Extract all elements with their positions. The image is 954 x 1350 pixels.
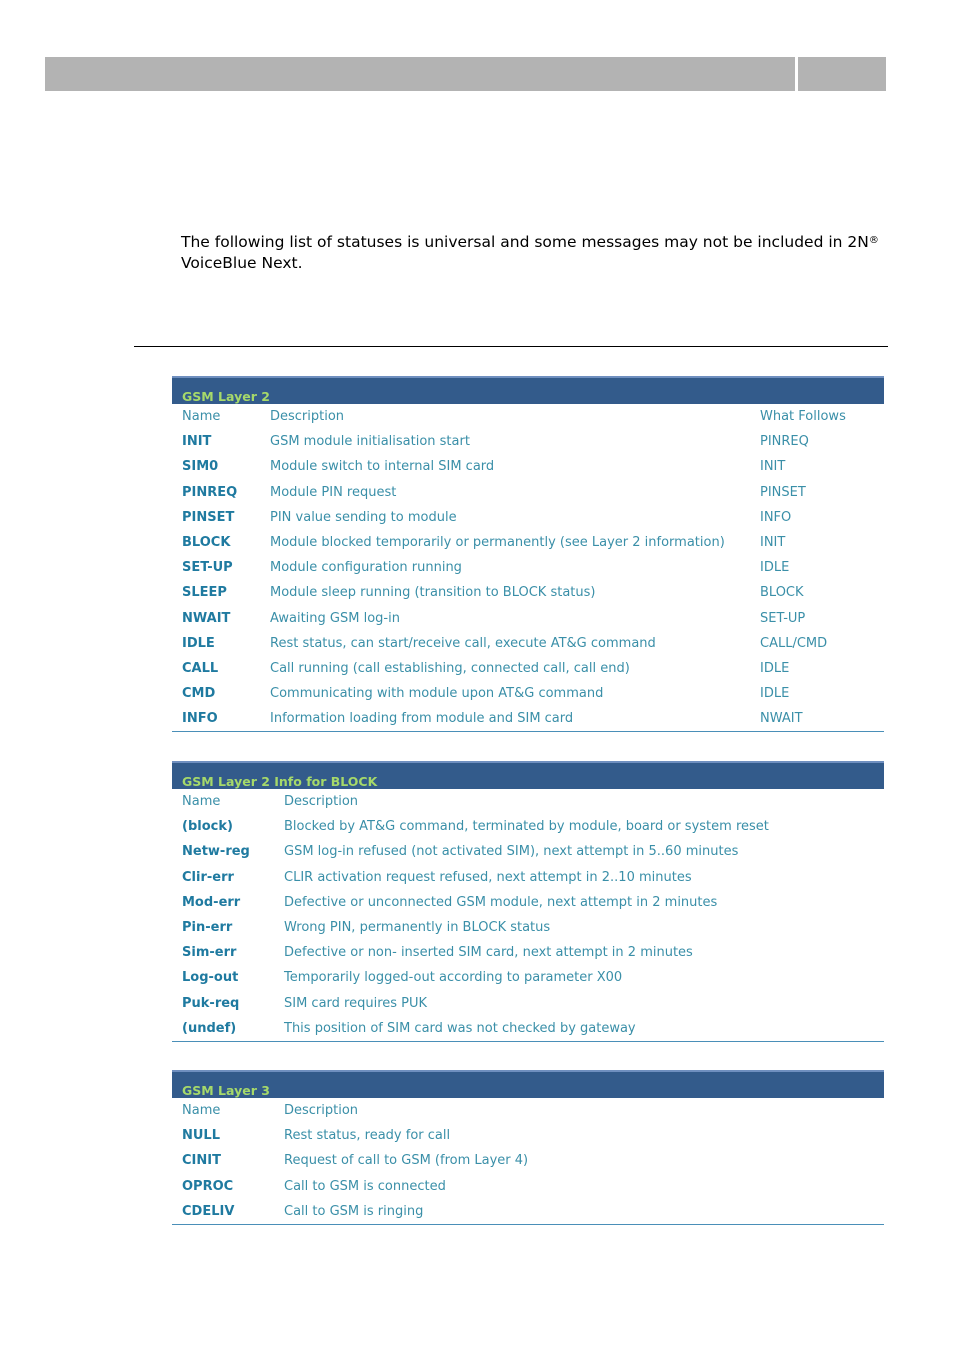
- status-description: Call to GSM is ringing: [284, 1203, 424, 1219]
- block-reason-description: This position of SIM card was not checked by gateway: [284, 1020, 636, 1036]
- status-description: Communicating with module upon AT&G command: [270, 686, 604, 702]
- status-name: PINREQ: [182, 484, 238, 500]
- table-bottom-border: [172, 1224, 884, 1225]
- status-name: SET-UP: [182, 560, 233, 576]
- table-header-row: [172, 1098, 884, 1123]
- status-description: Module sleep running (transition to BLOCK status): [270, 585, 596, 601]
- block-reason-name: Mod-err: [182, 894, 241, 910]
- table-row: [172, 631, 884, 656]
- status-next: INIT: [760, 459, 786, 475]
- table-row: [172, 656, 884, 681]
- table-row: [172, 606, 884, 631]
- status-description: Request of call to GSM (from Layer 4): [284, 1153, 529, 1169]
- block-reason-description: SIM card requires PUK: [284, 995, 428, 1011]
- table-row: [172, 681, 884, 706]
- status-name: SIM0: [182, 459, 219, 475]
- status-next: BLOCK: [760, 585, 804, 601]
- table-row: [172, 1016, 884, 1041]
- status-description: Rest status, ready for call: [284, 1128, 451, 1144]
- status-name: PINSET: [182, 509, 235, 525]
- column-header-description: Description: [284, 1103, 359, 1118]
- status-description: PIN value sending to module: [270, 509, 457, 525]
- table-gsm-layer-2: [172, 376, 884, 732]
- table-row: [172, 480, 884, 505]
- status-next: IDLE: [760, 686, 790, 702]
- table-row: [172, 706, 884, 731]
- status-next: INFO: [760, 509, 792, 525]
- table-header-row: [172, 789, 884, 814]
- block-reason-description: GSM log-in refused (not activated SIM), next attempt in 5..60 minutes: [284, 844, 739, 860]
- table-row: [172, 429, 884, 454]
- status-name: NWAIT: [182, 610, 231, 626]
- table-gsm-layer-3: [172, 1070, 884, 1225]
- table-row: [172, 1199, 884, 1224]
- table-row: [172, 1148, 884, 1173]
- page-header-bar-right: [798, 57, 886, 91]
- block-reason-description: Temporarily logged-out according to parameter X00: [284, 970, 623, 986]
- table-row: [172, 890, 884, 915]
- status-description: Module blocked temporarily or permanently (see Layer 2 information): [270, 534, 725, 550]
- block-reason-name: Puk-req: [182, 995, 240, 1011]
- table-row: [172, 1174, 884, 1199]
- status-name: CINIT: [182, 1153, 221, 1169]
- table-row: [172, 865, 884, 890]
- status-description: Awaiting GSM log-in: [270, 610, 400, 626]
- table-header-row: [172, 404, 884, 429]
- status-name: NULL: [182, 1128, 221, 1144]
- status-description: Rest status, can start/receive call, execute AT&G command: [270, 635, 656, 651]
- column-header-name: Name: [182, 794, 221, 809]
- table-row: [172, 530, 884, 555]
- block-reason-description: Defective or unconnected GSM module, next attempt in 2 minutes: [284, 894, 718, 910]
- block-reason-description: Wrong PIN, permanently in BLOCK status: [284, 919, 551, 935]
- status-name: INFO: [182, 711, 218, 727]
- intro-paragraph: The following list of statuses is universal and some messages may not be included in 2N® VoiceBlue Next.: [181, 233, 879, 272]
- status-next: SET-UP: [760, 610, 806, 626]
- table-row: [172, 1123, 884, 1148]
- block-reason-name: Sim-err: [182, 945, 237, 961]
- status-description: GSM module initialisation start: [270, 434, 470, 450]
- block-reason-name: (undef): [182, 1020, 237, 1036]
- section-divider: [134, 346, 888, 347]
- column-header-name: Name: [182, 1103, 221, 1118]
- status-next: IDLE: [760, 560, 790, 576]
- column-header-name: Name: [182, 409, 221, 424]
- table-row: [172, 814, 884, 839]
- page-header-bar: [45, 57, 795, 91]
- column-header-what-follows: What Follows: [760, 409, 846, 424]
- status-next: PINREQ: [760, 434, 809, 450]
- status-name: CALL: [182, 660, 219, 676]
- status-name: CMD: [182, 686, 216, 702]
- status-next: IDLE: [760, 660, 790, 676]
- status-name: INIT: [182, 434, 212, 450]
- status-name: IDLE: [182, 635, 215, 651]
- block-reason-description: Defective or non- inserted SIM card, next attempt in 2 minutes: [284, 945, 693, 961]
- table-title-bar: [172, 1070, 884, 1098]
- block-reason-name: Clir-err: [182, 869, 234, 885]
- table-title-bar: [172, 761, 884, 789]
- table-row: [172, 454, 884, 479]
- table-row: [172, 915, 884, 940]
- block-reason-name: (block): [182, 819, 233, 835]
- table-title-bar: [172, 376, 884, 404]
- table-row: [172, 555, 884, 580]
- status-next: INIT: [760, 534, 786, 550]
- block-reason-name: Pin-err: [182, 919, 233, 935]
- status-name: CDELIV: [182, 1203, 235, 1219]
- block-reason-description: CLIR activation request refused, next attempt in 2..10 minutes: [284, 869, 692, 885]
- table-bottom-border: [172, 1041, 884, 1042]
- status-description: Module switch to internal SIM card: [270, 459, 495, 475]
- table-row: [172, 580, 884, 605]
- table-row: [172, 940, 884, 965]
- table-title: GSM Layer 2: [182, 389, 270, 404]
- status-description: Information loading from module and SIM card: [270, 711, 574, 727]
- status-description: Module PIN request: [270, 484, 397, 500]
- status-description: Call running (call establishing, connected call, call end): [270, 660, 630, 676]
- table-title: GSM Layer 3: [182, 1083, 270, 1098]
- table-row: [172, 991, 884, 1016]
- status-next: NWAIT: [760, 711, 803, 727]
- table-bottom-border: [172, 731, 884, 732]
- status-name: OPROC: [182, 1178, 234, 1194]
- column-header-description: Description: [284, 794, 359, 809]
- column-header-description: Description: [270, 409, 345, 424]
- table-row: [172, 965, 884, 990]
- block-reason-name: Netw-reg: [182, 844, 250, 860]
- table-row: [172, 839, 884, 864]
- status-name: BLOCK: [182, 534, 231, 550]
- status-next: PINSET: [760, 484, 806, 500]
- status-next: CALL/CMD: [760, 635, 828, 651]
- table-title: GSM Layer 2 Info for BLOCK: [182, 774, 378, 789]
- status-description: Call to GSM is connected: [284, 1178, 446, 1194]
- status-name: SLEEP: [182, 585, 227, 601]
- block-reason-name: Log-out: [182, 970, 239, 986]
- table-row: [172, 505, 884, 530]
- block-reason-description: Blocked by AT&G command, terminated by module, board or system reset: [284, 819, 769, 835]
- table-gsm-layer-2-info-block: [172, 761, 884, 1042]
- status-description: Module configuration running: [270, 560, 462, 576]
